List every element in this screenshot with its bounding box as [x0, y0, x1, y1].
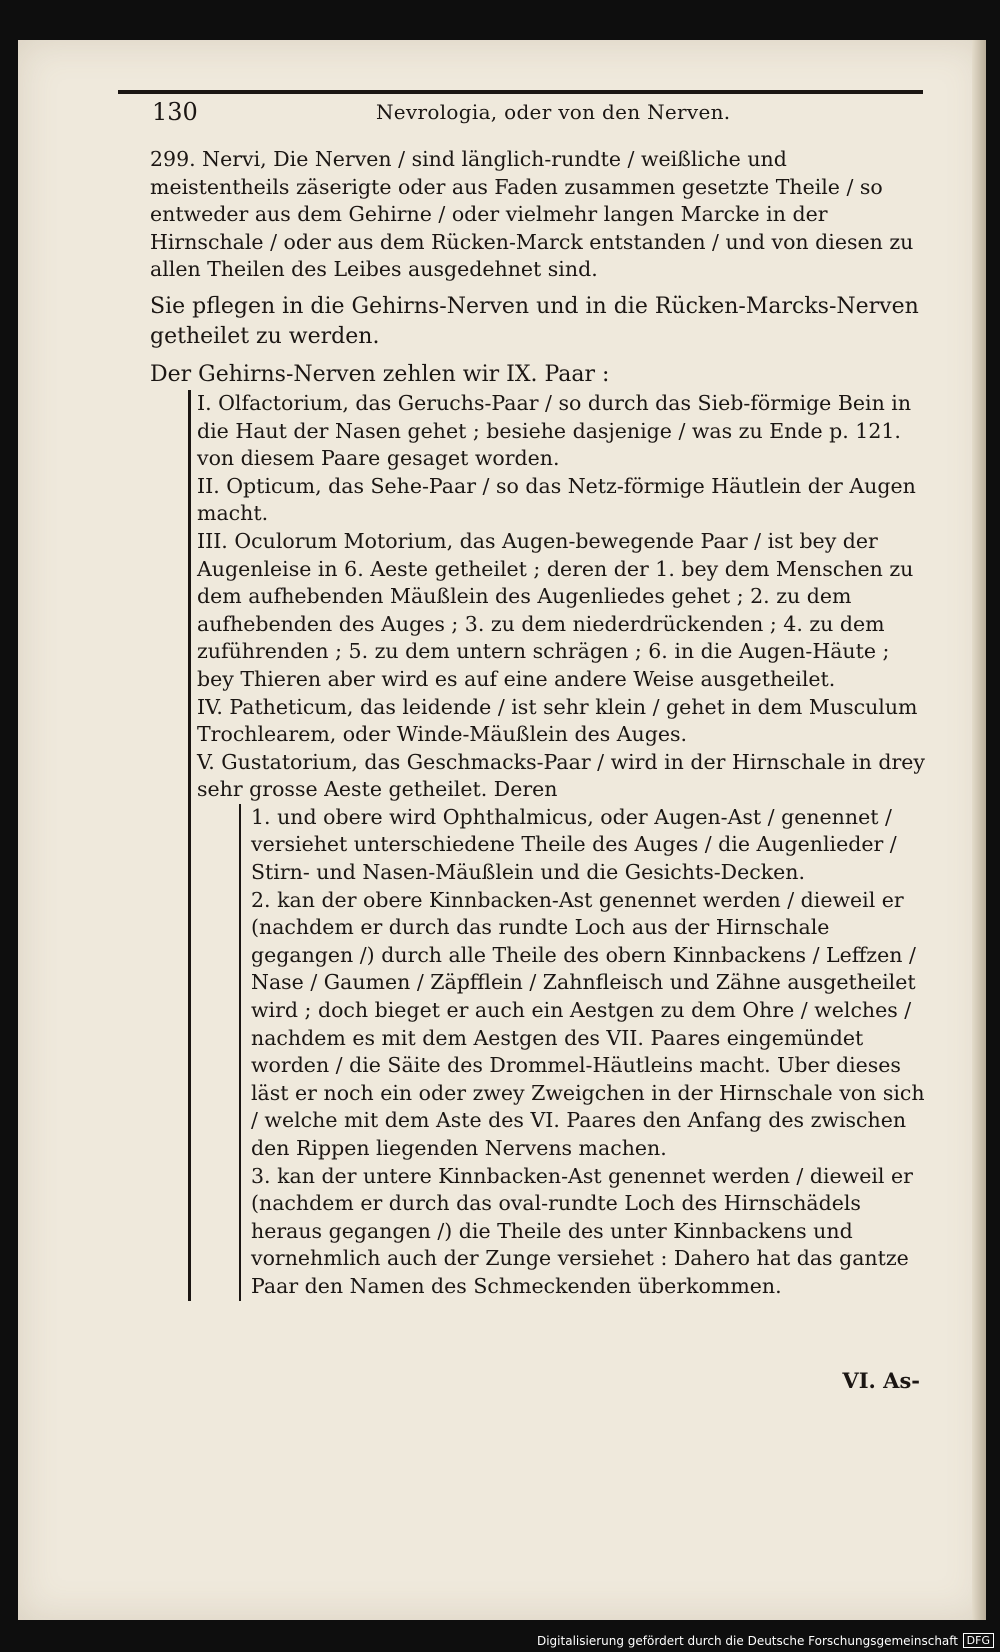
paragraph-299: 299. Nervi, Die Nerven / sind länglich-rundte / weißliche und meistentheils zäserigte oder aus Faden zusammen gesetzte Theile / so entweder aus dem Gehirne / oder vielmehr langen Marcke in der Hirnschale / oder aus dem Rücken-Marck entstanden / und von diesen zu allen Theilen des Leibes ausgedehnet sind. [150, 147, 914, 282]
page-number: 130 [152, 98, 198, 126]
nerve-pair-list [188, 390, 930, 1301]
page-edge [972, 40, 986, 1620]
list-item: 3. kan der untere Kinnbacken-Ast genennet werden / dieweil er (nachdem er durch das oval-rundte Loch des Hirnschädels heraus gegangen /) die Theile des unter Kinnbackens und vornehmlich auch der Zunge versiehet : Dahero hat das gantze Paar den Namen des Schmeckenden überkommen. [251, 1163, 913, 1298]
page-header [118, 90, 923, 134]
catchword: VI. As- [842, 1368, 920, 1393]
footer-credit: Digitalisierung gefördert durch die Deutsche Forschungsgemeinschaft [536, 1634, 958, 1648]
paragraph-division: Sie pflegen in die Gehirns-Nerven und in die Rücken-Marcks-Nerven getheilet zu werden. [150, 293, 919, 349]
running-title: Nevrologia, oder von den Nerven. [376, 100, 731, 124]
body-text [150, 146, 930, 1301]
branch-list [239, 804, 930, 1301]
list-item: III. Oculorum Motorium, das Augen-bewegende Paar / ist bey der Augenleise in 6. Aeste getheilet ; deren der 1. bey dem Menschen zu dem aufhebenden Mäußlein des Augenliedes gehet ; 2. zu dem aufhebenden des Auges ; 3. zu dem niederdrückenden ; 4. zu dem zuführenden ; 5. zu dem untern schrägen ; 6. in die Augen-Häute ; bey Thieren aber wird es auf eine andere Weise ausgetheilet. [197, 528, 914, 691]
list-item: IV. Patheticum, das leidende / ist sehr klein / gehet in dem Musculum Trochlearem, oder Winde-Mäußlein des Auges. [197, 694, 918, 747]
list-item: 1. und obere wird Ophthalmicus, oder Augen-Ast / genennet / versiehet unterschiedene Theile des Auges / die Augenlieder / Stirn- und Nasen-Mäußlein und die Gesichts-Decken. [251, 804, 897, 885]
footer-bar [0, 1622, 1000, 1652]
list-item: 2. kan der obere Kinnbacken-Ast genennet werden / dieweil er (nachdem er durch das rundte Loch aus der Hirnschale gegangen /) durch alle Theile des obern Kinnbackens / Leffzen / Nase / Gaumen / Zäpfflein / Zahnfleisch und Zähne ausgetheilet wird ; doch bieget er auch ein Aestgen zu dem Ohre / welches / nachdem es mit dem Aestgen des VII. Paares eingemündet worden / die Säite des Drommel-Häutleins macht. Uber dieses läst er noch ein oder zwey Zweigchen in der Hirnschale von sich / welche mit dem Aste des VI. Paares den Anfang des zwischen den Rippen liegenden Nervens machen. [251, 887, 925, 1160]
dfg-logo: DFG [963, 1633, 994, 1648]
list-item: V. Gustatorium, das Geschmacks-Paar / wird in der Hirnschale in drey sehr grosse Aeste getheilet. Deren [197, 749, 925, 802]
list-item: II. Opticum, das Sehe-Paar / so das Netz-förmige Häutlein der Augen macht. [197, 473, 916, 526]
list-item: I. Olfactorium, das Geruchs-Paar / so durch das Sieb-förmige Bein in die Haut der Nasen gehet ; besiehe dasjenige / was zu Ende p. 121. von diesem Paare gesaget worden. [197, 390, 912, 471]
paragraph-count: Der Gehirns-Nerven zehlen wir IX. Paar : [150, 361, 610, 387]
